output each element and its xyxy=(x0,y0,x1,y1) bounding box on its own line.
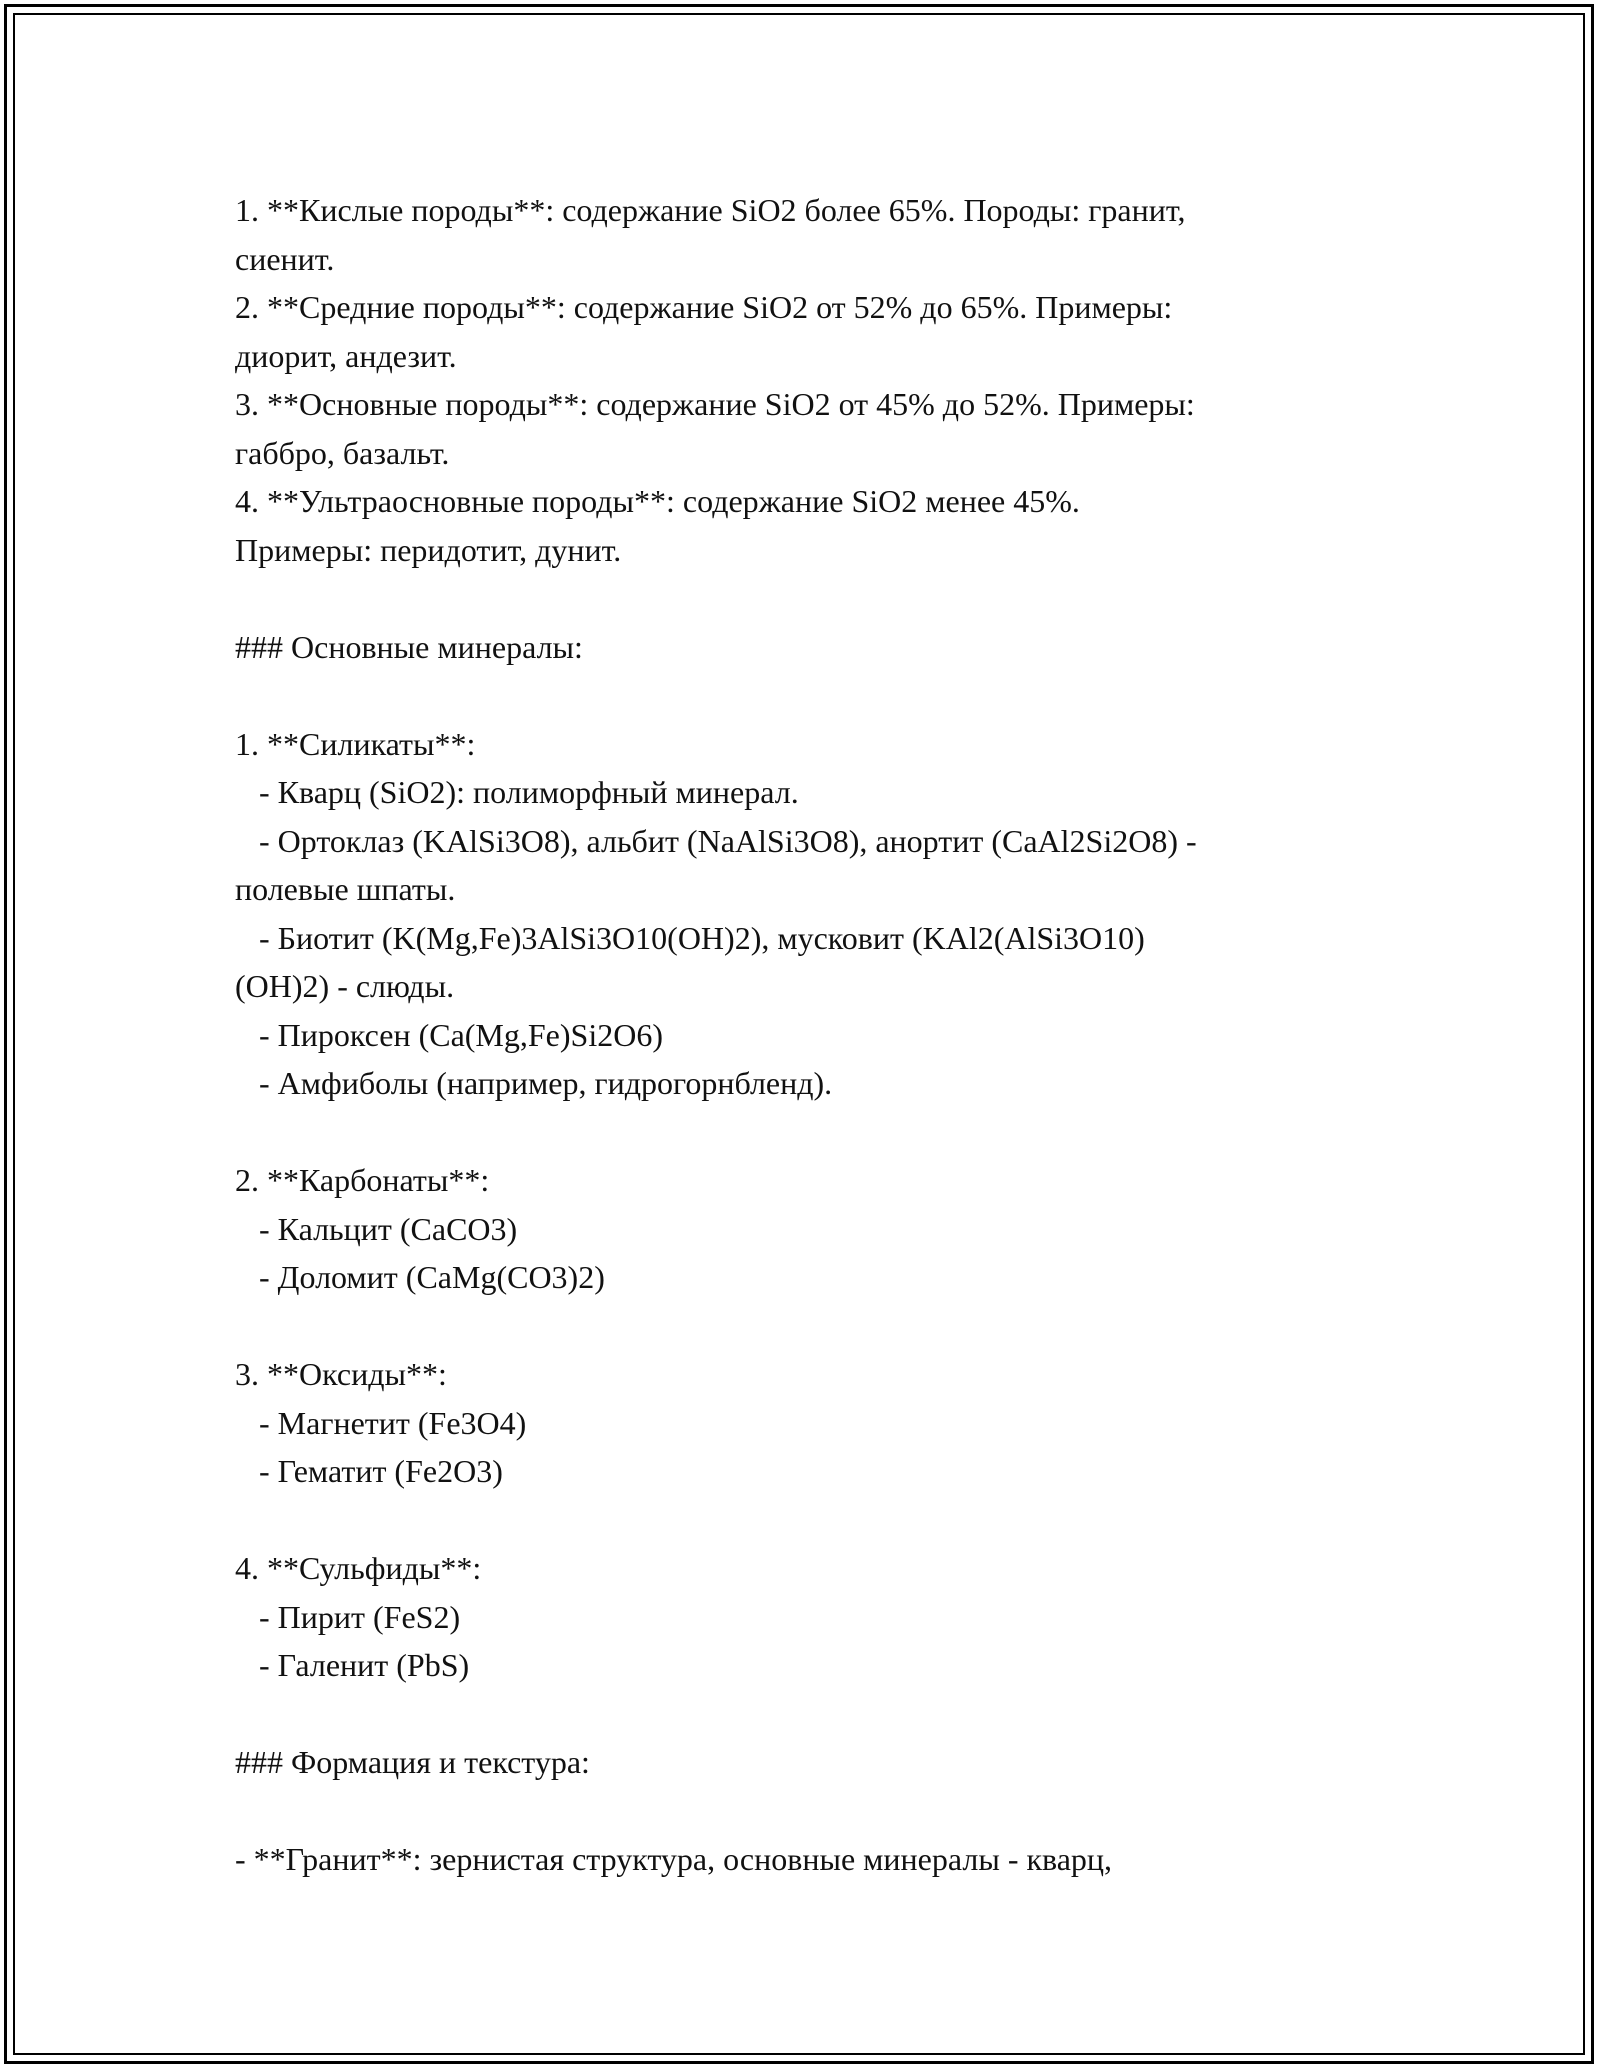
text-line: 2. **Средние породы**: содержание SiO2 от 52% до 65%. Примеры: xyxy=(235,289,1173,325)
text-line: 2. **Карбонаты**: xyxy=(235,1162,490,1198)
blank-line xyxy=(235,574,1385,623)
text-line: 1. **Кислые породы**: содержание SiO2 более 65%. Породы: гранит, xyxy=(235,192,1186,228)
text-line: 1. **Силикаты**: xyxy=(235,725,476,762)
text-line: 3. **Оксиды**: xyxy=(235,1356,447,1392)
section-heading: ### Основные минералы: xyxy=(235,628,583,665)
text-line: - Биотит (K(Mg,Fe)3AlSi3O10(OH)2), мусковит (KAl2(AlSi3O10) xyxy=(235,919,1145,956)
text-line: полевые шпаты. xyxy=(235,871,456,907)
text-line: 3. **Основные породы**: содержание SiO2 от 45% до 52%. Примеры: xyxy=(235,386,1195,422)
text-line: 4. **Ультраосновные породы**: содержание SiO2 менее 45%. xyxy=(235,483,1080,519)
text-line: - Доломит (CaMg(CO3)2) xyxy=(235,1259,605,1295)
blank-line xyxy=(235,1302,1385,1351)
text-line: диорит, андезит. xyxy=(235,337,457,374)
text-line: - Кальцит (CaCO3) xyxy=(235,1210,518,1247)
text-line: - Пирит (FeS2) xyxy=(235,1598,461,1635)
document-text xyxy=(235,186,1385,1884)
text-line: - Ортоклаз (KAlSi3O8), альбит (NaAlSi3O8), анортит (CaAl2Si2O8) - xyxy=(235,822,1197,859)
text-line: - Кварц (SiO2): полиморфный минерал. xyxy=(235,774,799,810)
blank-line xyxy=(235,1787,1385,1836)
text-line: - **Гранит**: зернистая структура, основные минералы - кварц, xyxy=(235,1841,1113,1877)
text-line: Примеры: перидотит, дунит. xyxy=(235,531,622,568)
text-line: - Галенит (PbS) xyxy=(235,1647,470,1683)
text-line: - Пироксен (Ca(Mg,Fe)Si2O6) xyxy=(235,1016,663,1053)
section-heading: ### Формация и текстура: xyxy=(235,1744,590,1780)
blank-line xyxy=(235,671,1385,720)
text-line: - Амфиболы (например, гидрогорнбленд). xyxy=(235,1065,833,1101)
text-line: габбро, базальт. xyxy=(235,434,450,471)
blank-line xyxy=(235,1690,1385,1739)
text-line: - Гематит (Fe2O3) xyxy=(235,1453,503,1489)
text-line: - Магнетит (Fe3O4) xyxy=(235,1404,527,1441)
text-line: сиенит. xyxy=(235,240,335,277)
text-line: (OH)2) - слюды. xyxy=(235,968,455,1004)
blank-line xyxy=(235,1108,1385,1157)
text-line: 4. **Сульфиды**: xyxy=(235,1550,482,1586)
blank-line xyxy=(235,1496,1385,1545)
